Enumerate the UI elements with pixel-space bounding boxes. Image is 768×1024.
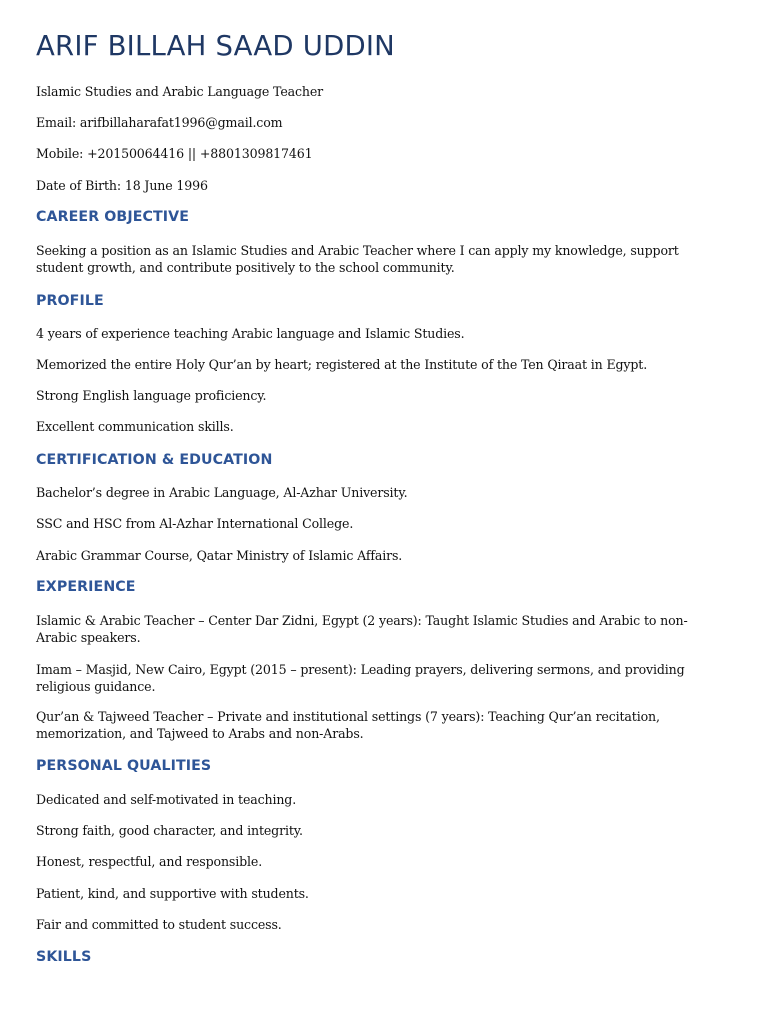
experience-item: Islamic & Arabic Teacher – Center Dar Zidni, Egypt (2 years): Taught Islamic Studies and Arabic to non-Arabic speakers. [36,613,688,645]
job-title: Islamic Studies and Arabic Language Teacher [36,84,324,99]
education-item: SSC and HSC from Al-Azhar International College. [36,516,354,531]
career-objective-text: Seeking a position as an Islamic Studies and Arabic Teacher where I can apply my knowledge, support student growth, and contribute positively to the school community. [36,243,679,275]
profile-item: Excellent communication skills. [36,419,234,434]
education-heading: CERTIFICATION & EDUCATION [36,452,273,468]
skills-heading: SKILLS [36,949,92,965]
candidate-name: ARIF BILLAH SAAD UDDIN [36,30,395,62]
profile-item: Strong English language proficiency. [36,388,267,403]
mobile-line: Mobile: +20150064416 || +8801309817461 [36,146,313,161]
quality-item: Patient, kind, and supportive with students. [36,886,309,901]
quality-item: Honest, respectful, and responsible. [36,854,263,869]
profile-item: Memorized the entire Holy Qur’an by heart; registered at the Institute of the Ten Qiraat in Egypt. [36,357,648,372]
quality-item: Dedicated and self-motivated in teaching. [36,792,297,807]
profile-item: 4 years of experience teaching Arabic language and Islamic Studies. [36,326,465,341]
experience-item: Imam – Masjid, New Cairo, Egypt (2015 – present): Leading prayers, delivering sermons, and providing religious guidance. [36,662,685,694]
education-item: Arabic Grammar Course, Qatar Ministry of Islamic Affairs. [36,548,403,563]
career-objective-heading: CAREER OBJECTIVE [36,209,190,225]
profile-heading: PROFILE [36,293,104,309]
dob-line: Date of Birth: 18 June 1996 [36,178,208,193]
personal-qualities-heading: PERSONAL QUALITIES [36,758,212,774]
quality-item: Strong faith, good character, and integrity. [36,823,303,838]
email-line: Email: arifbillaharafat1996@gmail.com [36,115,283,130]
quality-item: Fair and committed to student success. [36,917,282,932]
education-item: Bachelor’s degree in Arabic Language, Al-Azhar University. [36,485,408,500]
experience-item: Qur’an & Tajweed Teacher – Private and institutional settings (7 years): Teaching Qur’an recitation, memorization, and Tajweed to Arabs and non-Arabs. [36,709,660,741]
experience-heading: EXPERIENCE [36,579,136,595]
